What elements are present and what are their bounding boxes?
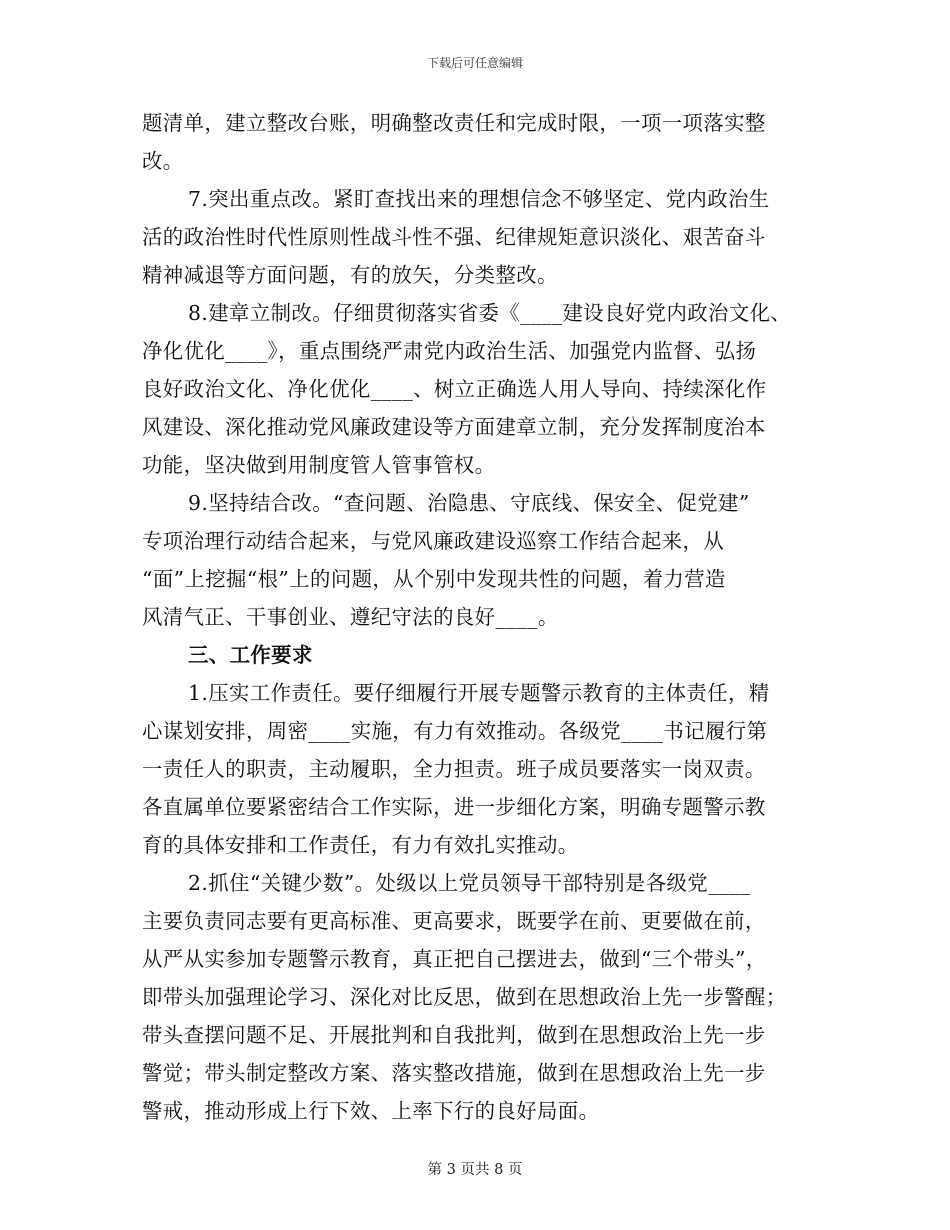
text-line: 育的具体安排和工作责任，有力有效扎实推动。 (142, 833, 579, 857)
text-line: 功能，坚决做到用制度管人管事管权。 (142, 453, 496, 477)
text-line: 即带头加强理论学习、深化对比反思，做到在思想政治上先一步警醒； (142, 985, 787, 1009)
text-line: 9.坚持结合改。“查问题、治隐患、守底线、保安全、促党建” (188, 491, 750, 515)
text-line: 警戒，推动形成上行下效、上率下行的良好局面。 (142, 1099, 600, 1123)
text-line: 风建设、深化推动党风廉政建设等方面建章立制，充分发挥制度治本 (142, 415, 766, 439)
text-line: 2.抓住“关键少数”。处级以上党员领导干部特别是各级党____ (188, 871, 751, 895)
text-line: 题清单，建立整改台账，明确整改责任和完成时限，一项一项落实整 (142, 111, 766, 135)
section-heading: 三、工作要求 (188, 643, 313, 667)
text-line: 专项治理行动结合起来，与党风廉政建设巡察工作结合起来，从 (142, 529, 725, 553)
text-line: 1.压实工作责任。要仔细履行开展专题警示教育的主体责任，精 (188, 681, 770, 705)
text-line: 7.突出重点改。紧盯查找出来的理想信念不够坚定、党内政治生 (188, 187, 770, 211)
text-line: 各直属单位要紧密结合工作实际，进一步细化方案，明确专题警示教 (142, 795, 766, 819)
text-line: 活的政治性时代性原则性战斗性不强、纪律规矩意识淡化、艰苦奋斗 (142, 225, 766, 249)
text-line: 从严从实参加专题警示教育，真正把自己摆进去，做到“三个带头”， (142, 947, 767, 971)
text-line: 一责任人的职责，主动履职，全力担责。班子成员要落实一岗双责。 (142, 757, 766, 781)
page-header: 下载后可任意编辑 (426, 56, 523, 70)
text-line: 警觉；带头制定整改方案、落实整改措施，做到在思想政治上先一步 (142, 1061, 766, 1085)
text-line: 8.建章立制改。仔细贯彻落实省委《____建设良好党内政治文化、 (188, 301, 792, 325)
text-line: 带头查摆问题不足、开展批判和自我批判，做到在思想政治上先一步 (142, 1023, 766, 1047)
text-line: 心谋划安排，周密____实施，有力有效推动。各级党____书记履行第 (142, 719, 768, 743)
text-line: 精神减退等方面问题，有的放矢，分类整改。 (142, 263, 558, 287)
document-body (142, 104, 810, 1130)
text-line: 改。 (142, 149, 184, 173)
page-footer: 第 3 页共 8 页 (427, 1162, 523, 1178)
text-line: 主要负责同志要有更高标准、更高要求，既要学在前、更要做在前， (142, 909, 766, 933)
text-line: 风清气正、干事创业、遵纪守法的良好____。 (142, 605, 559, 629)
text-line: 净化优化____》，重点围绕严肃党内政治生活、加强党内监督、弘扬 (142, 339, 757, 363)
text-line: 良好政治文化、净化优化____、树立正确选人用人导向、持续深化作 (142, 377, 767, 401)
text-line: “面”上挖掘“根”上的问题，从个别中发现共性的问题，着力营造 (142, 567, 726, 591)
